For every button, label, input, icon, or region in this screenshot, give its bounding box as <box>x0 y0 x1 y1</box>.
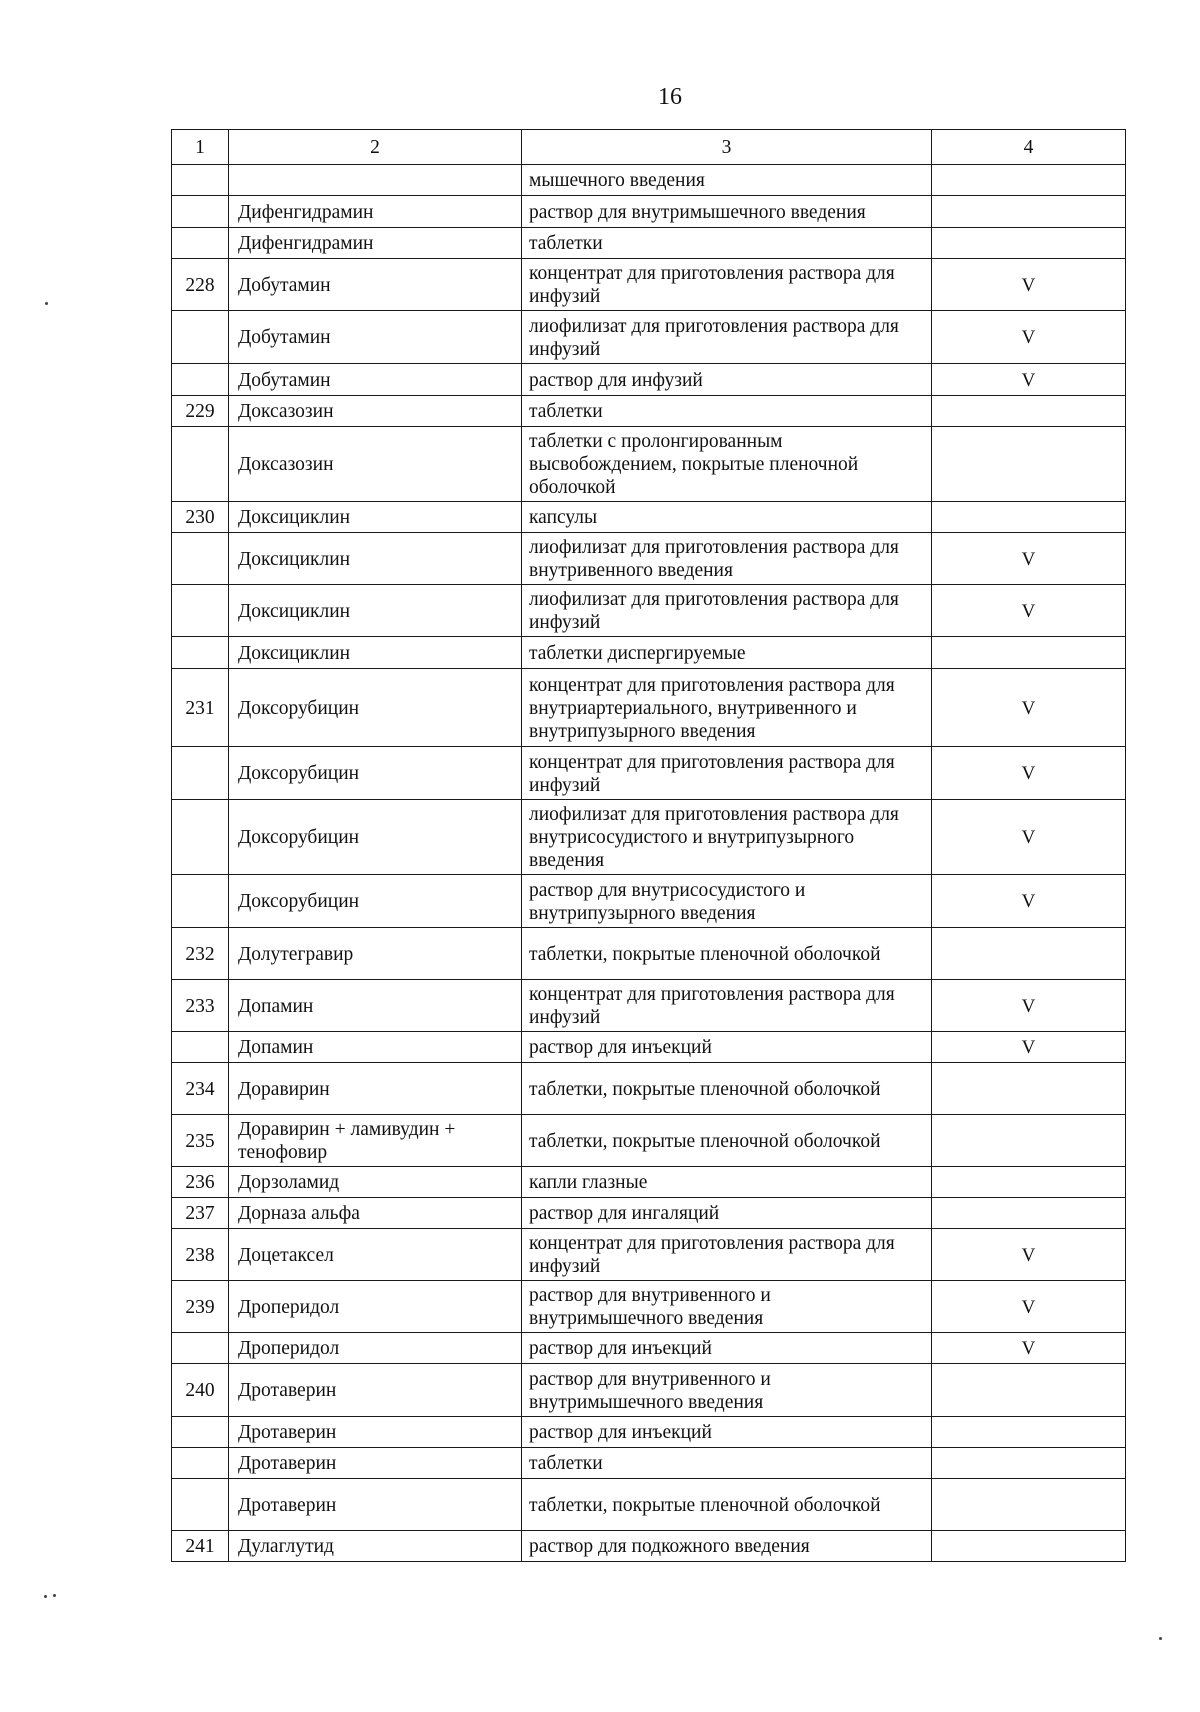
table-row <box>172 502 1126 533</box>
table-row <box>172 669 1126 747</box>
row-number-cell <box>172 1032 229 1063</box>
drug-name-cell: Дротаверин <box>229 1448 522 1479</box>
row-number-cell <box>172 800 229 875</box>
dosage-form-cell: лиофилизат для приготовления раствора для внутрисосудистого и внутрипузырного введения <box>522 800 932 875</box>
row-number-cell <box>172 196 229 228</box>
flag-cell <box>932 396 1126 427</box>
table-row <box>172 1063 1126 1115</box>
flag-cell: V <box>932 875 1126 928</box>
table-row <box>172 364 1126 396</box>
drug-name-cell: Дулаглутид <box>229 1531 522 1562</box>
dosage-form-cell: таблетки, покрытые пленочной оболочкой <box>522 1063 932 1115</box>
flag-cell: V <box>932 259 1126 311</box>
drug-name-cell: Доксазозин <box>229 427 522 502</box>
row-number-cell <box>172 1479 229 1531</box>
row-number-cell: 236 <box>172 1167 229 1198</box>
dosage-form-cell: раствор для инъекций <box>522 1333 932 1364</box>
drug-name-cell: Добутамин <box>229 364 522 396</box>
dosage-form-cell: таблетки, покрытые пленочной оболочкой <box>522 1479 932 1531</box>
drug-name-cell: Дротаверин <box>229 1364 522 1417</box>
row-number-cell: 228 <box>172 259 229 311</box>
flag-cell <box>932 1479 1126 1531</box>
flag-cell: V <box>932 364 1126 396</box>
dosage-form-cell: раствор для подкожного введения <box>522 1531 932 1562</box>
table-row <box>172 165 1126 196</box>
drug-name-cell: Допамин <box>229 980 522 1032</box>
drug-name-cell: Долутегравир <box>229 928 522 980</box>
dosage-form-cell: раствор для инъекций <box>522 1417 932 1448</box>
table-row <box>172 1115 1126 1167</box>
flag-cell <box>932 928 1126 980</box>
dosage-form-cell: раствор для внутрисосудистого и внутрипузырного введения <box>522 875 932 928</box>
dosage-form-cell: концентрат для приготовления раствора для инфузий <box>522 980 932 1032</box>
dosage-form-cell: раствор для инфузий <box>522 364 932 396</box>
row-number-cell: 240 <box>172 1364 229 1417</box>
row-number-cell: 241 <box>172 1531 229 1562</box>
flag-cell: V <box>932 800 1126 875</box>
flag-cell <box>932 637 1126 669</box>
row-number-cell <box>172 585 229 637</box>
table-row <box>172 875 1126 928</box>
drug-name-cell: Доксициклин <box>229 533 522 585</box>
table-row <box>172 1032 1126 1063</box>
drug-name-cell: Доксорубицин <box>229 669 522 747</box>
drug-name-cell: Доксорубицин <box>229 800 522 875</box>
drug-name-cell: Дорзоламид <box>229 1167 522 1198</box>
row-number-cell: 233 <box>172 980 229 1032</box>
table-header <box>172 130 1126 165</box>
row-number-cell: 230 <box>172 502 229 533</box>
scan-speck <box>53 1594 56 1597</box>
row-number-cell: 232 <box>172 928 229 980</box>
flag-cell <box>932 228 1126 259</box>
header-row <box>172 130 1126 165</box>
row-number-cell <box>172 228 229 259</box>
drug-name-cell: Доксициклин <box>229 637 522 669</box>
row-number-cell <box>172 637 229 669</box>
table-row <box>172 1281 1126 1333</box>
drug-name-cell: Дротаверин <box>229 1417 522 1448</box>
column-header-4: 4 <box>932 130 1126 165</box>
drug-name-cell: Доксорубицин <box>229 875 522 928</box>
dosage-form-cell: концентрат для приготовления раствора для инфузий <box>522 747 932 800</box>
scan-speck <box>45 302 48 305</box>
drug-name-cell <box>229 165 522 196</box>
row-number-cell <box>172 364 229 396</box>
drug-name-cell: Дорназа альфа <box>229 1198 522 1229</box>
dosage-form-cell: лиофилизат для приготовления раствора для внутривенного введения <box>522 533 932 585</box>
flag-cell <box>932 1063 1126 1115</box>
dosage-form-cell: раствор для внутривенного и внутримышечного введения <box>522 1364 932 1417</box>
row-number-cell: 238 <box>172 1229 229 1281</box>
drug-name-cell: Дифенгидрамин <box>229 228 522 259</box>
flag-cell <box>932 1167 1126 1198</box>
page-number: 16 <box>658 84 682 110</box>
flag-cell: V <box>932 1032 1126 1063</box>
drug-name-cell: Дроперидол <box>229 1333 522 1364</box>
dosage-form-cell: мышечного введения <box>522 165 932 196</box>
table-row <box>172 585 1126 637</box>
table-row <box>172 800 1126 875</box>
row-number-cell: 239 <box>172 1281 229 1333</box>
flag-cell <box>932 1364 1126 1417</box>
table-row <box>172 427 1126 502</box>
column-header-1: 1 <box>172 130 229 165</box>
table-row <box>172 637 1126 669</box>
flag-cell: V <box>932 1229 1126 1281</box>
table-row <box>172 1229 1126 1281</box>
row-number-cell: 229 <box>172 396 229 427</box>
flag-cell: V <box>932 1333 1126 1364</box>
flag-cell: V <box>932 980 1126 1032</box>
table-row <box>172 311 1126 364</box>
flag-cell <box>932 1198 1126 1229</box>
row-number-cell <box>172 1417 229 1448</box>
column-header-2: 2 <box>229 130 522 165</box>
row-number-cell: 237 <box>172 1198 229 1229</box>
dosage-form-cell: раствор для ингаляций <box>522 1198 932 1229</box>
drug-name-cell: Доцетаксел <box>229 1229 522 1281</box>
table-row <box>172 1333 1126 1364</box>
table-row <box>172 533 1126 585</box>
drug-name-cell: Доксазозин <box>229 396 522 427</box>
drug-name-cell: Доравирин <box>229 1063 522 1115</box>
table-row <box>172 980 1126 1032</box>
row-number-cell <box>172 875 229 928</box>
dosage-form-cell: раствор для инъекций <box>522 1032 932 1063</box>
dosage-form-cell: лиофилизат для приготовления раствора для инфузий <box>522 311 932 364</box>
table-row <box>172 396 1126 427</box>
flag-cell: V <box>932 533 1126 585</box>
drug-name-cell: Доравирин + ламивудин + тенофовир <box>229 1115 522 1167</box>
flag-cell <box>932 1115 1126 1167</box>
table-row <box>172 1364 1126 1417</box>
flag-cell: V <box>932 585 1126 637</box>
row-number-cell <box>172 1333 229 1364</box>
dosage-form-cell: лиофилизат для приготовления раствора для инфузий <box>522 585 932 637</box>
flag-cell: V <box>932 747 1126 800</box>
dosage-form-cell: таблетки <box>522 228 932 259</box>
dosage-form-cell: таблетки <box>522 1448 932 1479</box>
scan-speck <box>44 1595 47 1598</box>
dosage-form-cell: таблетки, покрытые пленочной оболочкой <box>522 928 932 980</box>
scan-speck <box>1159 1637 1162 1640</box>
dosage-form-cell: концентрат для приготовления раствора для инфузий <box>522 259 932 311</box>
row-number-cell <box>172 427 229 502</box>
row-number-cell <box>172 747 229 800</box>
dosage-form-cell: концентрат для приготовления раствора для внутриартериального, внутривенного и внутрипузырного введения <box>522 669 932 747</box>
drug-name-cell: Дроперидол <box>229 1281 522 1333</box>
row-number-cell: 234 <box>172 1063 229 1115</box>
dosage-form-cell: раствор для внутримышечного введения <box>522 196 932 228</box>
row-number-cell: 231 <box>172 669 229 747</box>
table-row <box>172 196 1126 228</box>
table-row <box>172 1198 1126 1229</box>
dosage-form-cell: капли глазные <box>522 1167 932 1198</box>
drug-name-cell: Дротаверин <box>229 1479 522 1531</box>
drug-name-cell: Добутамин <box>229 259 522 311</box>
dosage-form-cell: раствор для внутривенного и внутримышечного введения <box>522 1281 932 1333</box>
drug-name-cell: Добутамин <box>229 311 522 364</box>
flag-cell: V <box>932 311 1126 364</box>
table-row <box>172 928 1126 980</box>
drug-name-cell: Доксициклин <box>229 502 522 533</box>
table-row <box>172 1167 1126 1198</box>
table-row <box>172 1479 1126 1531</box>
row-number-cell <box>172 533 229 585</box>
dosage-form-cell: капсулы <box>522 502 932 533</box>
row-number-cell <box>172 165 229 196</box>
flag-cell <box>932 1448 1126 1479</box>
flag-cell <box>932 1531 1126 1562</box>
flag-cell: V <box>932 1281 1126 1333</box>
table-row <box>172 259 1126 311</box>
flag-cell: V <box>932 669 1126 747</box>
table-row <box>172 1448 1126 1479</box>
column-header-3: 3 <box>522 130 932 165</box>
flag-cell <box>932 1417 1126 1448</box>
table-row <box>172 228 1126 259</box>
flag-cell <box>932 502 1126 533</box>
drug-name-cell: Доксорубицин <box>229 747 522 800</box>
table-row <box>172 747 1126 800</box>
dosage-form-cell: таблетки <box>522 396 932 427</box>
flag-cell <box>932 427 1126 502</box>
dosage-form-cell: таблетки с пролонгированным высвобождением, покрытые пленочной оболочкой <box>522 427 932 502</box>
row-number-cell <box>172 1448 229 1479</box>
dosage-form-cell: таблетки, покрытые пленочной оболочкой <box>522 1115 932 1167</box>
medicines-table <box>171 129 1126 1562</box>
table-row <box>172 1417 1126 1448</box>
row-number-cell: 235 <box>172 1115 229 1167</box>
flag-cell <box>932 196 1126 228</box>
table-row <box>172 1531 1126 1562</box>
dosage-form-cell: таблетки диспергируемые <box>522 637 932 669</box>
drug-name-cell: Допамин <box>229 1032 522 1063</box>
dosage-form-cell: концентрат для приготовления раствора для инфузий <box>522 1229 932 1281</box>
flag-cell <box>932 165 1126 196</box>
drug-name-cell: Доксициклин <box>229 585 522 637</box>
table-body <box>172 165 1126 1562</box>
drug-name-cell: Дифенгидрамин <box>229 196 522 228</box>
row-number-cell <box>172 311 229 364</box>
